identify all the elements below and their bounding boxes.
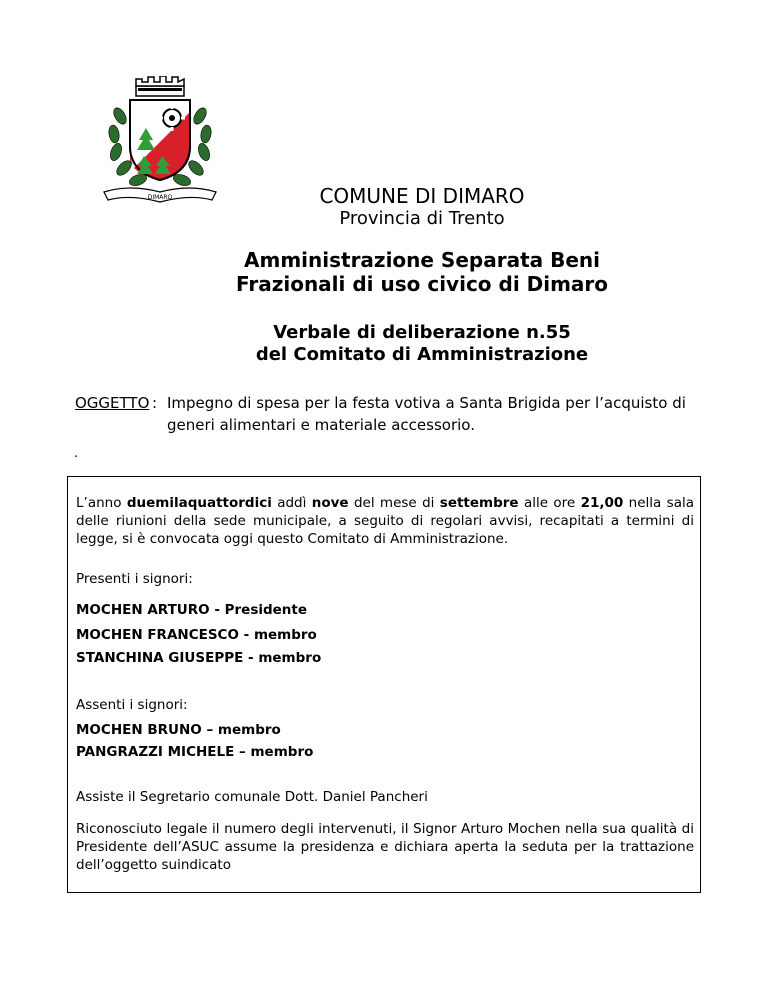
ribbon-text: DIMARO — [147, 194, 173, 201]
riconosciuto-paragraph: Riconosciuto legale il numero degli intervenuti, il Signor Arturo Mochen nella sua qualità di Presidente dell’ASUC assume la presidenza e dichiara aperta la seduta per la trattazione dell’oggetto suindicato — [76, 821, 694, 873]
amministrazione-title-line2: Frazionali di uso civico di Dimaro — [235, 272, 609, 296]
minutes-box — [67, 476, 701, 893]
oggetto-label: OGGETTO — [75, 394, 150, 412]
oggetto-text: Impegno di spesa per la festa votiva a Santa Brigida per l’acquisto di generi alimentari e materiale accessorio. — [167, 394, 686, 434]
verbale-title-line2: del Comitato di Amministrazione — [255, 344, 589, 365]
assente-member: PANGRAZZI MICHELE – membro — [76, 744, 314, 760]
amministrazione-title-line1: Amministrazione Separata Beni — [244, 248, 600, 272]
intro-paragraph: L’anno duemilaquattordici addì nove del mese di settembre alle ore 21,00 nella sala delle riunioni della sede municipale, a seguito di regolari avvisi, recapitati a termini di legge, si è convocata oggi questo Comitato di Amministrazione. — [76, 495, 694, 547]
presente-member: STANCHINA GIUSEPPE - membro — [76, 650, 322, 666]
separator-dot: . — [74, 446, 79, 461]
presente-member: MOCHEN FRANCESCO - membro — [76, 627, 317, 643]
presenti-label: Presenti i signori: — [76, 571, 193, 587]
oggetto-colon: : — [152, 394, 158, 412]
provincia-subtitle: Provincia di Trento — [339, 208, 505, 229]
assiste-line: Assiste il Segretario comunale Dott. Daniel Pancheri — [76, 789, 428, 805]
verbale-title-line1: Verbale di deliberazione n.55 — [273, 322, 571, 343]
comune-title: COMUNE DI DIMARO — [319, 184, 525, 208]
assente-member: MOCHEN BRUNO – membro — [76, 722, 281, 738]
presente-member: MOCHEN ARTURO - Presidente — [76, 602, 308, 618]
assenti-label: Assenti i signori: — [76, 697, 188, 713]
